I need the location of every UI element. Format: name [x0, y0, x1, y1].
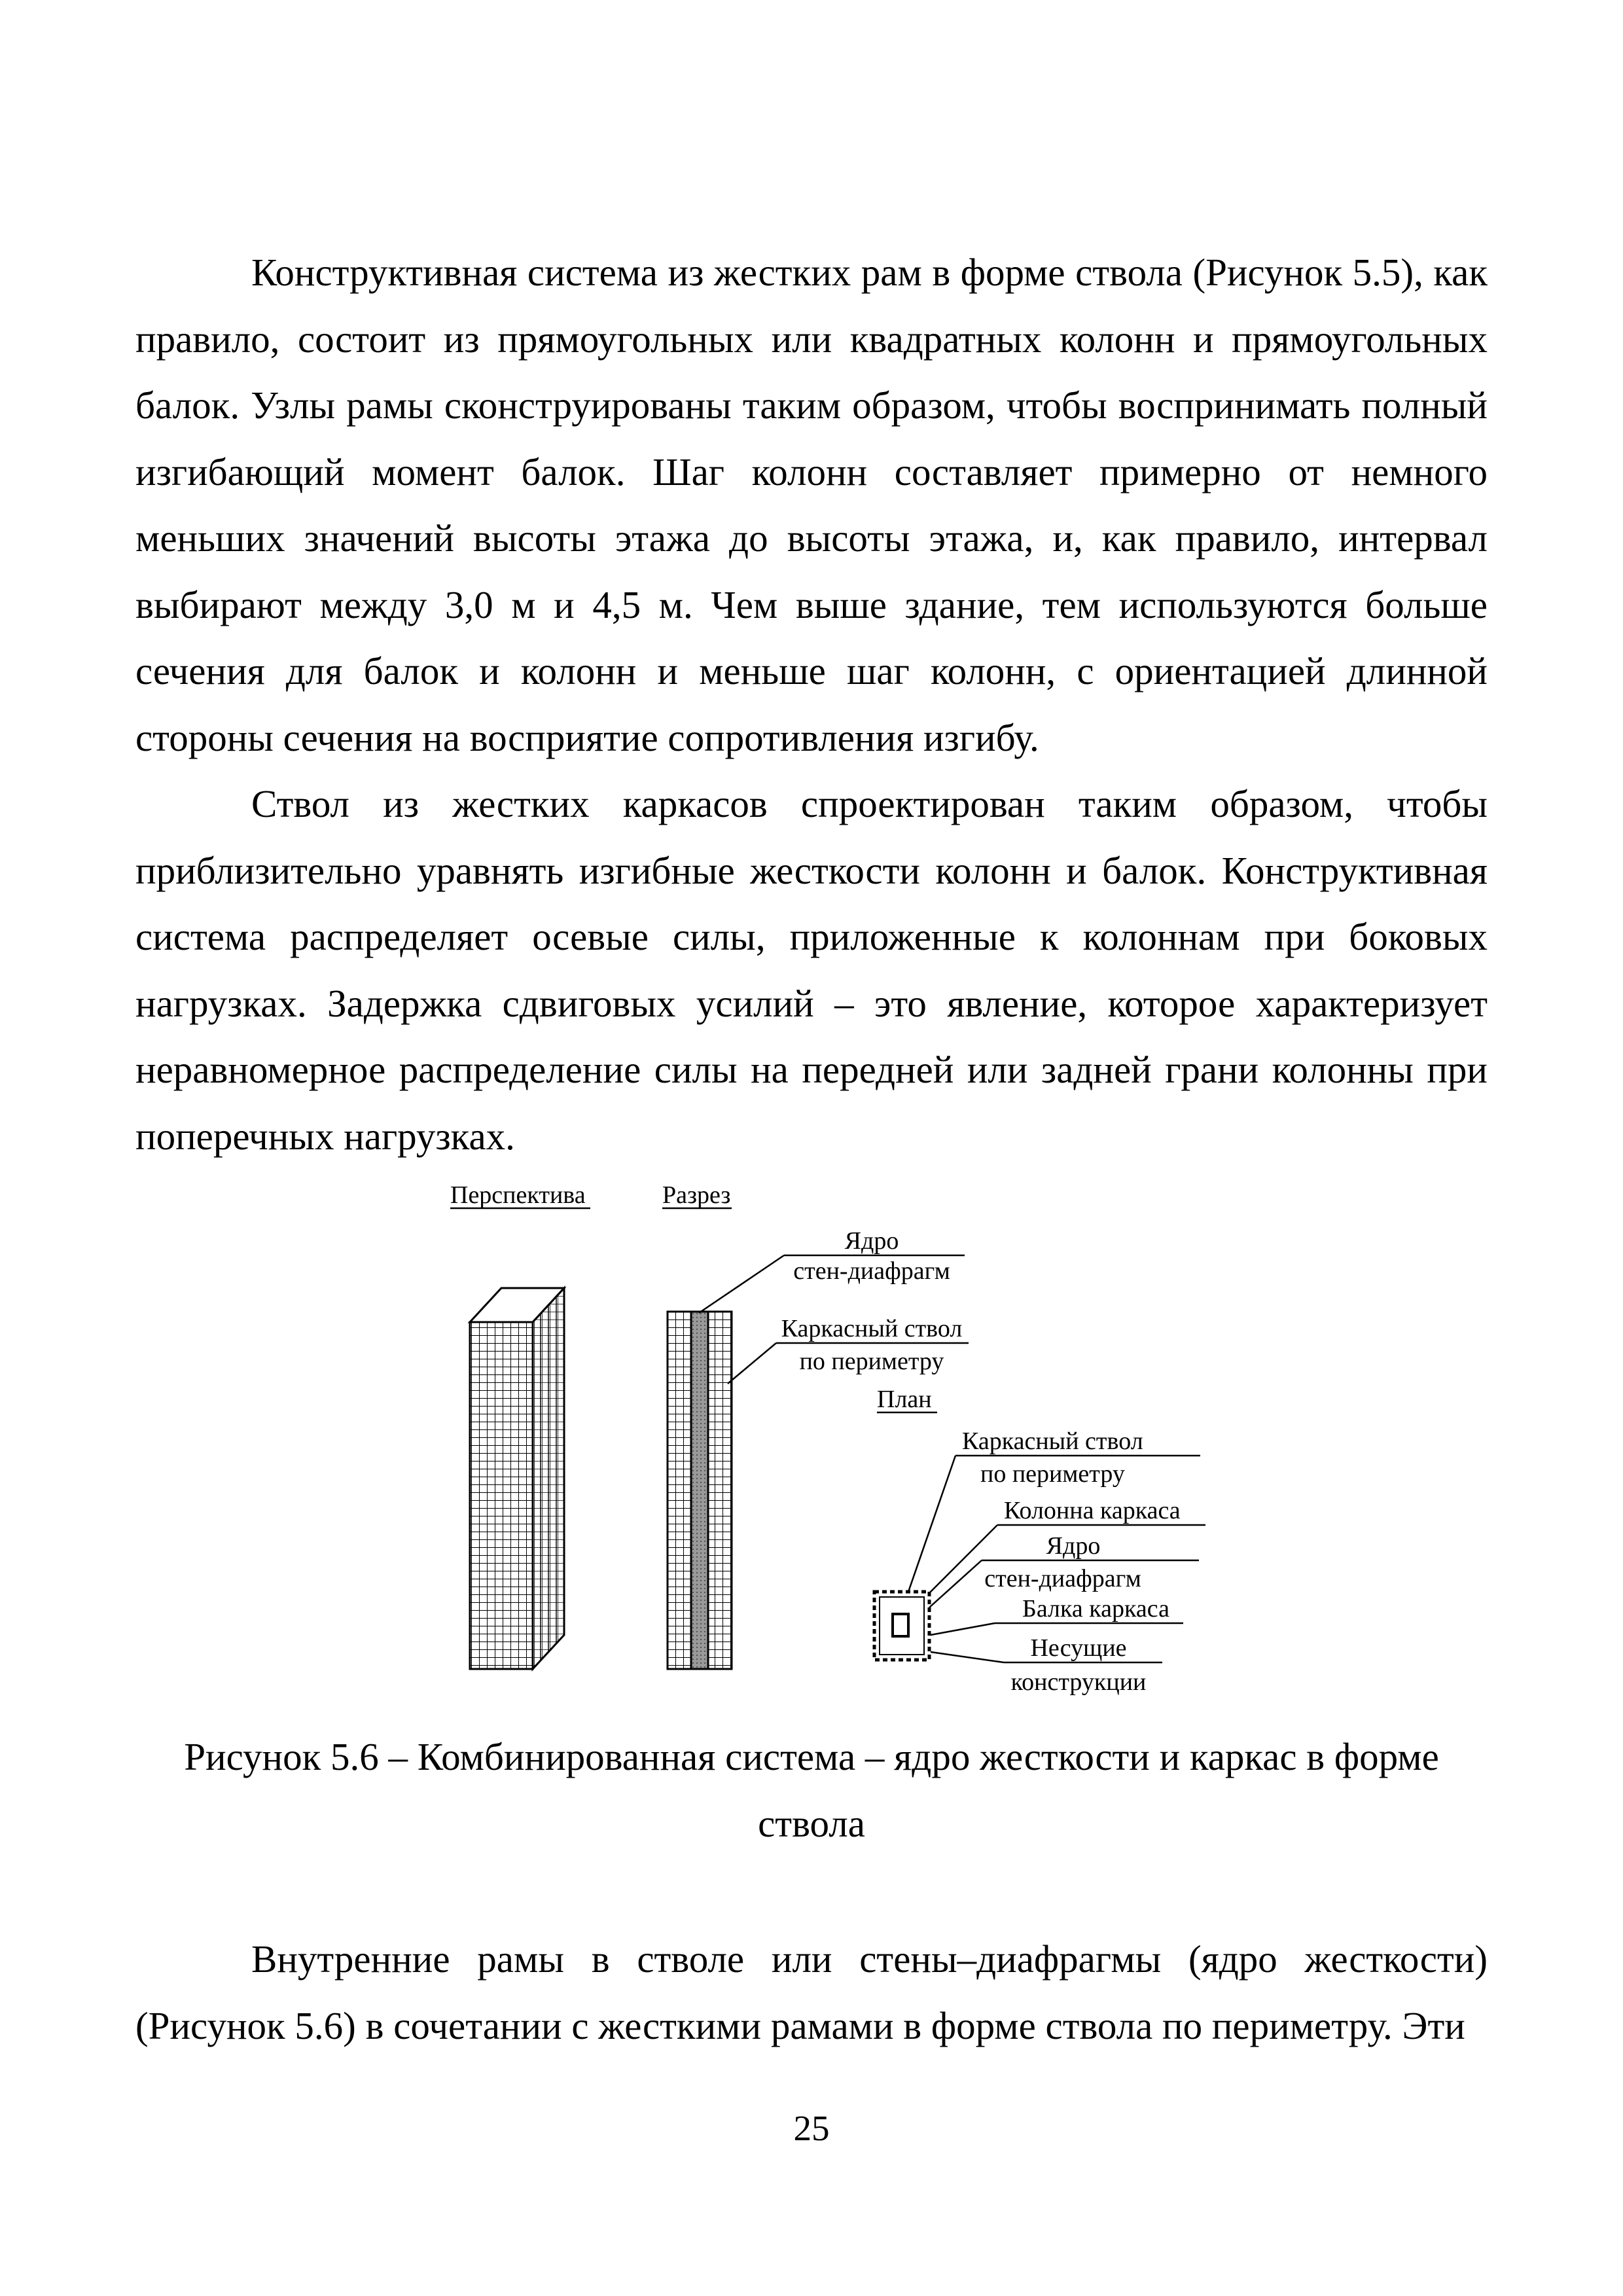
label-frame-tube-line1: Каркасный ствол: [781, 1315, 963, 1342]
label-plan-core-line1: Ядро: [1046, 1532, 1101, 1560]
label-section: Разрез: [662, 1181, 731, 1209]
section-tower: [668, 1312, 732, 1669]
label-frame-tube-line2: по периметру: [799, 1348, 944, 1375]
perspective-tower: [470, 1288, 564, 1669]
leader-core-section: [699, 1255, 784, 1313]
label-column: Колонна каркаса: [1004, 1497, 1181, 1524]
label-plan-tube-line2: по периметру: [980, 1460, 1125, 1488]
label-plan-core-line2: стен-диафрагм: [984, 1565, 1141, 1592]
label-bearing-line2: конструкции: [1010, 1668, 1147, 1696]
label-core-line1: Ядро: [844, 1227, 899, 1255]
label-core-line2: стен-диафрагм: [793, 1257, 950, 1285]
paragraph-internal-frames: Внутренние рамы в стволе или стены–диафрагмы (ядро жесткости) (Рисунок 5.6) в сочетании с жесткими рамами в форме ствола по периметру. Эти: [135, 1937, 1488, 2047]
leader-bearing: [931, 1652, 1004, 1662]
page-number: 25: [793, 2108, 830, 2148]
label-plan-tube-line1: Каркасный ствол: [962, 1427, 1143, 1455]
paragraph-rigid-frame-tube: Конструктивная система из жестких рам в форме ствола (Рисунок 5.5), как правило, состоит из прямоугольных или квадратных колонн и прямоугольных балок. Узлы рамы сконструированы таким образом, чтобы воспринимать полный изгибающий момент балок. Шаг колонн составляет примерно от немного меньших значений высоты этажа до высоты этажа, и, как правило, интервал выбирают между 3,0 м и 4,5 м. Чем выше здание, тем используются больше сечения для балок и колонн и меньше шаг колонн, с ориентацией длинной стороны сечения на восприятие сопротивления изгибу.: [135, 251, 1488, 759]
label-bearing-line1: Несущие: [1030, 1634, 1127, 1662]
leader-beam: [931, 1623, 995, 1635]
label-beam: Балка каркаса: [1022, 1595, 1169, 1623]
plan-core: [893, 1614, 908, 1636]
figure-caption: Рисунок 5.6 – Комбинированная система – ядро жесткости и каркас в форме ствола: [184, 1735, 1439, 1845]
paragraph-frame-tube-stiffness: Ствол из жестких каркасов спроектирован таким образом, чтобы приблизительно уравнять изгибные жесткости колонн и балок. Конструктивная система распределяет осевые силы, приложенные к колоннам при боковых нагрузках. Задержка сдвиговых усилий – это явление, которое характеризует неравномерное распределение силы на передней или задней грани колонны при поперечных нагрузках.: [135, 782, 1488, 1158]
label-perspective: Перспектива: [450, 1181, 586, 1209]
leader-plan-tube: [908, 1456, 955, 1592]
leader-frame-tube-section: [728, 1343, 776, 1384]
label-plan: План: [877, 1386, 932, 1413]
plan-view: [874, 1592, 929, 1660]
